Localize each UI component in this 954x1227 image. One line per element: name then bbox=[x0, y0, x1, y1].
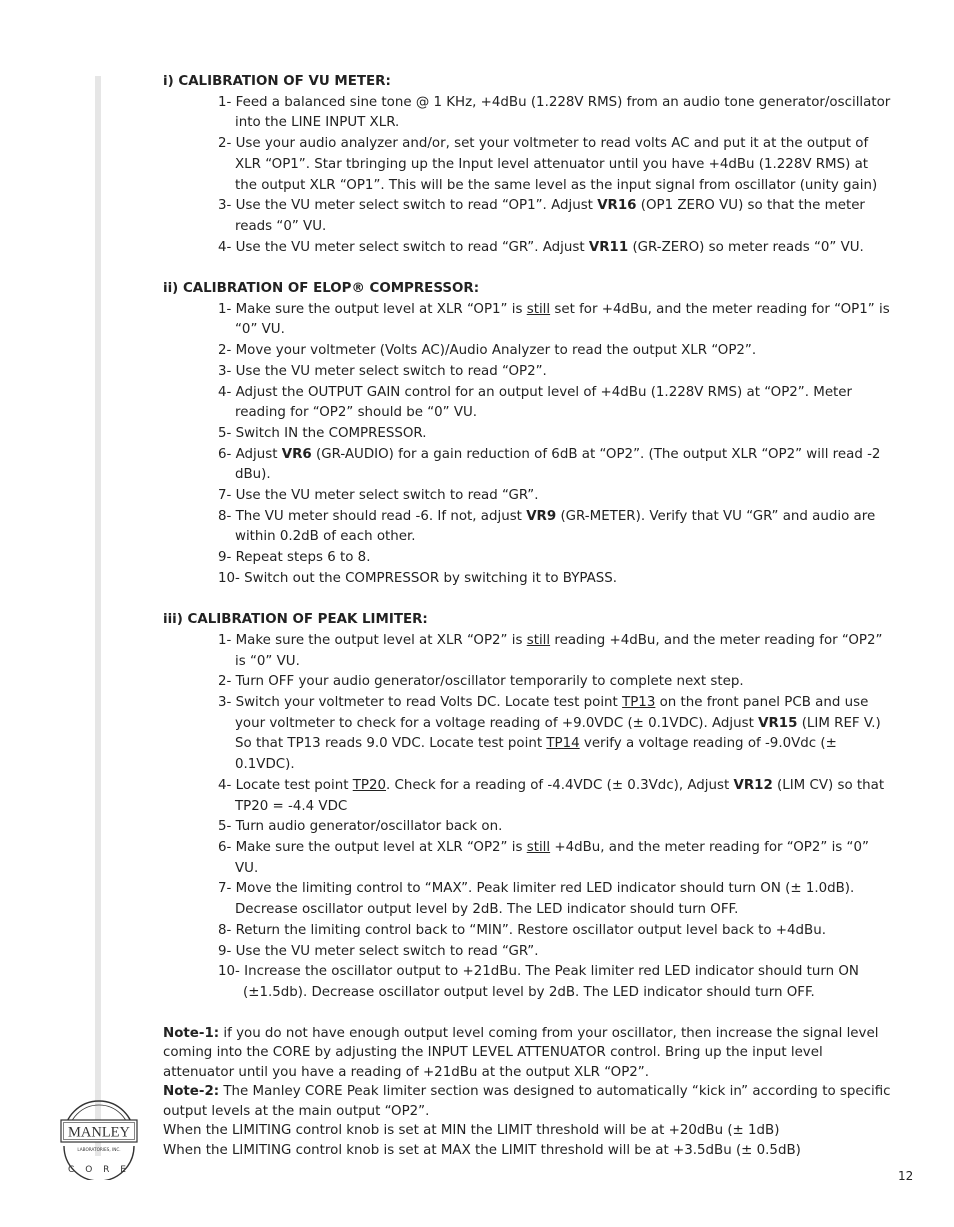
step-text: 3- Use the VU meter select switch to read “OP1”. Adjust bbox=[218, 198, 598, 214]
step-text: 4- Locate test point bbox=[218, 777, 353, 793]
limit-max-line: When the LIMITING control knob is set at MAX the LIMIT threshold will be at +3.5dBu (± 0.5dB) bbox=[163, 1142, 801, 1158]
step-list bbox=[163, 93, 893, 259]
step-text: 8- Return the limiting control back to “MIN”. Restore oscillator output level back to +4dBu. bbox=[218, 922, 826, 938]
step-item bbox=[218, 942, 893, 963]
step-item bbox=[218, 507, 893, 548]
step-text: 2- Move your voltmeter (Volts AC)/Audio Analyzer to read the output XLR “OP2”. bbox=[218, 343, 757, 359]
step-text: (LIM REF V.) So that TP13 reads 9.0 VDC. Locate test point bbox=[235, 715, 881, 752]
step-item bbox=[218, 962, 893, 1003]
logo-brand: MANLEY bbox=[67, 1124, 131, 1141]
step-text: 7- Use the VU meter select switch to read “GR”. bbox=[218, 488, 539, 504]
step-item bbox=[218, 921, 893, 942]
step-text: 5- Switch IN the COMPRESSOR. bbox=[218, 425, 427, 441]
step-item bbox=[218, 238, 893, 259]
step-text: 3- Use the VU meter select switch to read “OP2”. bbox=[218, 363, 547, 379]
trimmer-ref: VR15 bbox=[758, 715, 798, 731]
page-number: 12 bbox=[898, 1169, 914, 1183]
note-2-label: Note-2: bbox=[163, 1084, 220, 1100]
step-item bbox=[218, 445, 893, 486]
step-text: 7- Move the limiting control to “MAX”. Peak limiter red LED indicator should turn ON (± 1.0dB). Decrease oscillator output level by 2dB. The LED indicator should turn OFF. bbox=[218, 881, 855, 918]
step-list bbox=[163, 631, 893, 1004]
left-margin-rule bbox=[95, 76, 101, 1156]
logo-product: C O R E bbox=[68, 1165, 130, 1175]
step-item bbox=[218, 424, 893, 445]
step-text: . Check for a reading of -4.4VDC (± 0.3Vdc), Adjust bbox=[386, 777, 734, 793]
section-heading: i) CALIBRATION OF VU METER: bbox=[163, 74, 391, 89]
step-item bbox=[218, 362, 893, 383]
step-text: reading +4dBu, and the meter reading for “OP2” is “0” VU. bbox=[235, 632, 883, 669]
step-text: 3- Switch your voltmeter to read Volts DC. Locate test point bbox=[218, 695, 623, 711]
emphasis-text: still bbox=[526, 301, 551, 317]
step-item bbox=[218, 93, 893, 134]
step-item bbox=[218, 569, 893, 590]
trimmer-ref: VR6 bbox=[281, 446, 312, 462]
note-2 bbox=[163, 1082, 893, 1121]
step-text: (LIM CV) so that TP20 = -4.4 VDC bbox=[235, 777, 885, 814]
limit-min-line: When the LIMITING control knob is set at MIN the LIMIT threshold will be at +20dBu (± 1dB) bbox=[163, 1123, 780, 1139]
step-item bbox=[218, 672, 893, 693]
step-item bbox=[218, 817, 893, 838]
step-text: +4dBu, and the meter reading for “OP2” is “0” VU. bbox=[235, 839, 869, 876]
trimmer-ref: VR12 bbox=[733, 777, 773, 793]
step-item bbox=[218, 838, 893, 879]
emphasis-text: TP14 bbox=[546, 736, 580, 752]
note-2-text: The Manley CORE Peak limiter section was designed to automatically “kick in” according to specific output levels at the main output “OP2”. bbox=[163, 1084, 891, 1119]
notes-block bbox=[163, 1024, 893, 1161]
step-item bbox=[218, 693, 893, 776]
step-text: 10- Increase the oscillator output to +21dBu. The Peak limiter red LED indicator should turn ON (±1.5db). Decrease oscillator output level by 2dB. The LED indicator should turn OFF. bbox=[218, 964, 859, 1000]
step-text: 1- Feed a balanced sine tone @ 1 KHz, +4dBu (1.228V RMS) from an audio tone generator/oscillator into the LINE INPUT XLR. bbox=[218, 94, 891, 131]
step-text: 8- The VU meter should read -6. If not, adjust bbox=[218, 508, 527, 524]
section-gap bbox=[163, 590, 893, 611]
step-item bbox=[218, 776, 893, 817]
step-text: on the front panel PCB and use your voltmeter to check for a voltage reading of +9.0VDC (± 0.1VDC). Adjust bbox=[235, 695, 869, 731]
trimmer-ref: VR11 bbox=[588, 239, 629, 255]
step-item bbox=[218, 631, 893, 672]
step-list bbox=[163, 300, 893, 590]
step-item bbox=[218, 879, 893, 920]
step-text: (OP1 ZERO VU) so that the meter reads “0” VU. bbox=[235, 198, 865, 234]
step-item bbox=[218, 196, 893, 237]
step-text: (GR-AUDIO) for a gain reduction of 6dB at “OP2”. (The output XLR “OP2” will read -2 dBu). bbox=[235, 446, 881, 483]
step-text: (GR-ZERO) so meter reads “0” VU. bbox=[628, 239, 864, 255]
note-1-label: Note-1: bbox=[163, 1025, 220, 1041]
step-text: verify a voltage reading of -9.0Vdc (± 0.1VDC). bbox=[235, 736, 837, 773]
step-item bbox=[218, 486, 893, 507]
step-item bbox=[218, 341, 893, 362]
step-text: 5- Turn audio generator/oscillator back on. bbox=[218, 819, 503, 835]
step-text: 2- Use your audio analyzer and/or, set your voltmeter to read volts AC and put it at the output of XLR “OP1”. Star tbringing up the Input level attenuator until you have +4dBu (1.228V RMS) at the output XLR “OP1”. This will be the same level as the input signal from oscillator (unity gain) bbox=[218, 136, 878, 193]
step-text: 9- Use the VU meter select switch to read “GR”. bbox=[218, 943, 539, 959]
step-text: 9- Repeat steps 6 to 8. bbox=[218, 550, 371, 566]
step-text: 2- Turn OFF your audio generator/oscillator temporarily to complete next step. bbox=[218, 674, 744, 690]
step-text: 1- Make sure the output level at XLR “OP1” is bbox=[218, 301, 527, 317]
note-1 bbox=[163, 1024, 893, 1083]
step-text: 6- Make sure the output level at XLR “OP2” is bbox=[218, 839, 527, 855]
step-text: (GR-METER). Verify that VU “GR” and audio are within 0.2dB of each other. bbox=[235, 508, 876, 545]
emphasis-text: TP20 bbox=[352, 777, 387, 793]
section-heading: iii) CALIBRATION OF PEAK LIMITER: bbox=[163, 612, 428, 628]
trimmer-ref: VR16 bbox=[597, 198, 637, 214]
step-text: 1- Make sure the output level at XLR “OP2” is bbox=[218, 632, 527, 648]
step-item bbox=[218, 300, 893, 341]
step-text: 6- Adjust bbox=[218, 446, 282, 462]
emphasis-text: TP13 bbox=[622, 695, 656, 711]
trimmer-ref: VR9 bbox=[526, 508, 557, 524]
section-heading: ii) CALIBRATION OF ELOP® COMPRESSOR: bbox=[163, 281, 480, 297]
emphasis-text: still bbox=[526, 632, 551, 648]
step-text: set for +4dBu, and the meter reading for “OP1” is “0” VU. bbox=[235, 301, 890, 338]
emphasis-text: still bbox=[526, 839, 551, 855]
step-item bbox=[218, 383, 893, 424]
step-item bbox=[218, 548, 893, 569]
step-text: 4- Adjust the OUTPUT GAIN control for an output level of +4dBu (1.228V RMS) at “OP2”. Meter reading for “OP2” should be “0” VU. bbox=[218, 384, 853, 421]
section-gap bbox=[163, 258, 893, 279]
note-1-text: if you do not have enough output level coming from your oscillator, then increase the signal level coming into the CORE by adjusting the INPUT LEVEL ATTENUATOR control. Bring up the input level attenuator until you have a reading of +21dBu at the output XLR “OP2”. bbox=[163, 1025, 879, 1080]
step-text: 4- Use the VU meter select switch to read “GR”. Adjust bbox=[218, 239, 589, 255]
logo-sub: LABORATORIES, INC. bbox=[77, 1147, 121, 1152]
step-item bbox=[218, 134, 893, 196]
calibration-sections bbox=[163, 72, 893, 1004]
manley-core-logo bbox=[58, 1098, 140, 1180]
step-text: 10- Switch out the COMPRESSOR by switching it to BYPASS. bbox=[218, 570, 618, 586]
manual-page-body bbox=[163, 72, 893, 1160]
